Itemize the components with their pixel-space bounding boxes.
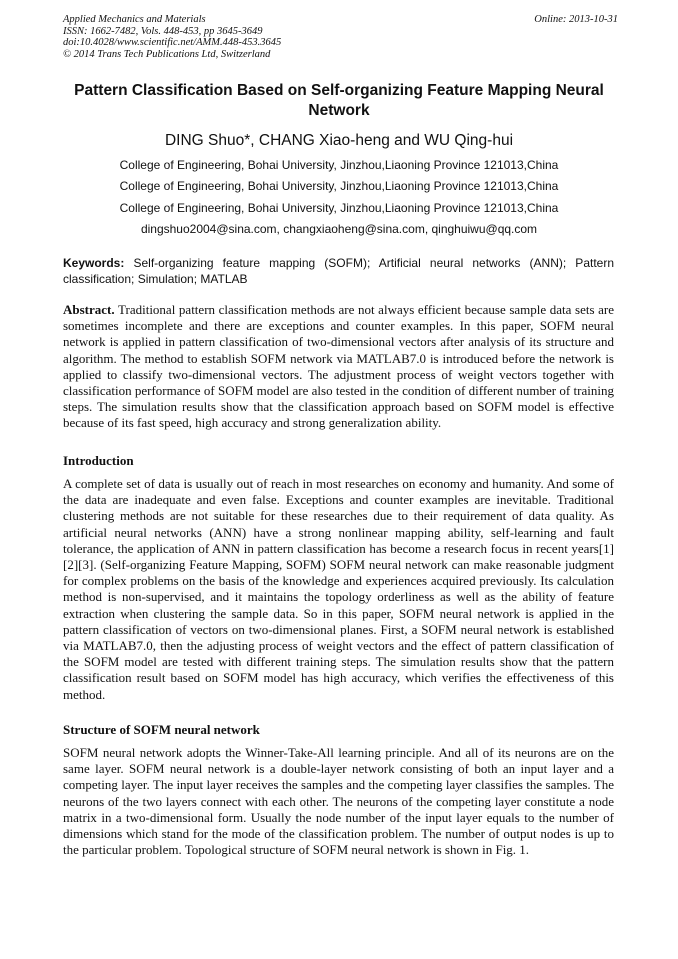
keywords-text: Self-organizing feature mapping (SOFM); Artificial neural networks (ANN); Pattern classification; Simulation; MATLAB <box>63 256 615 286</box>
abstract <box>63 302 614 432</box>
author-list: DING Shuo*, CHANG Xiao-heng and WU Qing-hui <box>164 132 514 149</box>
author-emails: dingshuo2004@sina.com, changxiaoheng@sina.com, qinghuiwu@qq.com <box>140 222 538 236</box>
journal-name: Applied Mechanics and Materials <box>63 14 206 25</box>
journal-copyright: © 2014 Trans Tech Publications Ltd, Switzerland <box>63 48 271 60</box>
section-heading-introduction: Introduction <box>63 453 134 468</box>
paper-title: Pattern Classification Based on Self-organizing Feature Mapping Neural Network <box>74 82 604 119</box>
journal-doi: doi:10.4028/www.scientific.net/AMM.448-453.3645 <box>63 37 282 48</box>
section-heading-structure: Structure of SOFM neural network <box>63 722 260 737</box>
affiliation-3: College of Engineering, Bohai University, Jinzhou,Liaoning Province 121013,China <box>119 201 559 215</box>
affiliation-2: College of Engineering, Bohai University, Jinzhou,Liaoning Province 121013,China <box>119 179 559 193</box>
keywords-label: Keywords: <box>63 256 125 270</box>
introduction-text: A complete set of data is usually out of reach in most researches on economy and humanity. And some of the data are inadequate and even false. Exceptions and counter examples are inevitable. Traditional clustering methods are not suitable for these researches due to their requirement of data quality. As artificial neural networks (ANN) have a strong nonlinear mapping ability, self-learning and fault tolerance, the application of ANN in pattern classification has become a research focus in recent years[1] [2][3]. (Self-organizing Feature Mapping, SOFM) SOFM neural network can make reasonable judgment for complex problems on the basis of the knowledge and experiences acquired previously. Its calculation method is non-supervised, and it maintains the topology orderliness as well as the ability of feature extraction when clustering the sample data. So in this paper, SOFM neural network is applied in the pattern classification of vectors on two-dimensional planes. First, a SOFM neural network is established via MATLAB7.0, then the adjusting process of weight vectors and the effect of pattern classification of the SOFM model are tested with different training steps. The simulation results show that the pattern classification result based on SOFM model has high accuracy, which verifies the effectiveness of this method. <box>63 476 614 702</box>
keywords <box>63 255 614 287</box>
online-date: Online: 2013-10-31 <box>534 14 618 25</box>
structure-text: SOFM neural network adopts the Winner-Take-All learning principle. And all of its neurons are on the same layer. SOFM neural network is a double-layer network consisting of both an input layer and a competing layer. The input layer receives the samples and the competing layer classifies the samples. The neurons of the two layers connect with each other. The neurons of the competing layer constitute a node matrix in a two-dimensional form. Usually the node number of the input layer equals to the number of dimensions which stand for the mode of the classification problem. The number of output nodes is up to the particular problem. Topological structure of SOFM neural network is shown in Fig. 1. <box>63 745 614 858</box>
abstract-text: Traditional pattern classification methods are not always efficient because sample data sets are sometimes incomplete and there are exceptions and counter examples. In this paper, SOFM neural network is applied in pattern classification of two-dimensional vectors after analysis of its structure and algorithm. The method to establish SOFM network via MATLAB7.0 is introduced before the network is applied to classify two-dimensional vectors. The adjustment process of weight vectors together with classification performance of SOFM model are also tested in the condition of different number of training steps. The simulation results show that the classification approach based on SOFM model is effective because of its fast speed, high accuracy and strong generalization ability. <box>63 302 614 431</box>
affiliation-1: College of Engineering, Bohai University, Jinzhou,Liaoning Province 121013,China <box>119 158 559 172</box>
abstract-label: Abstract. <box>63 302 115 317</box>
journal-issn: ISSN: 1662-7482, Vols. 448-453, pp 3645-3649 <box>63 25 263 37</box>
journal-header <box>63 14 618 60</box>
